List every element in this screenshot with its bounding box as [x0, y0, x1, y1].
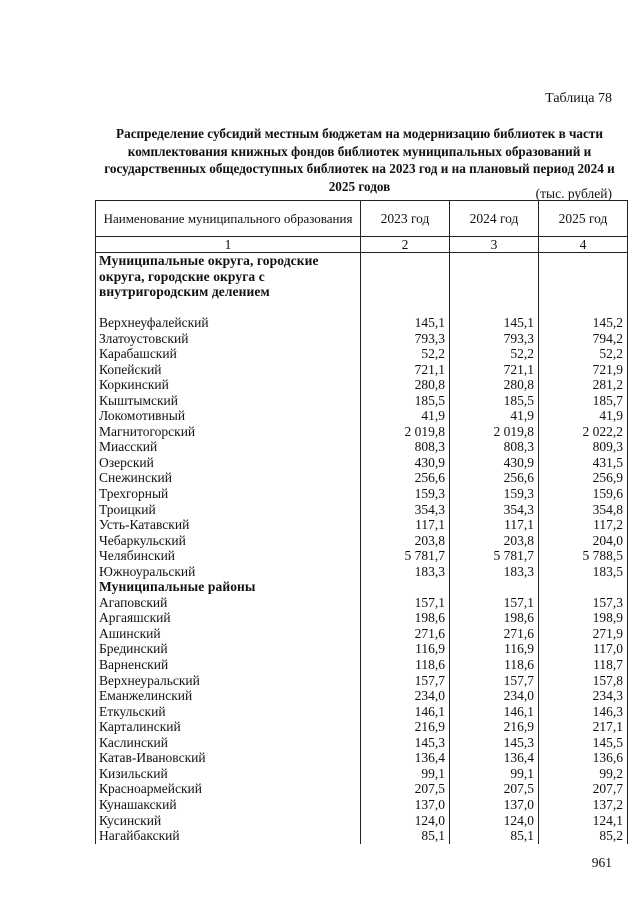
value-2023: 145,3: [361, 735, 450, 751]
table-row: [96, 781, 628, 797]
value-2024: 256,6: [450, 470, 539, 486]
header-2024: 2024 год: [450, 201, 539, 237]
table-label: Таблица 78: [545, 91, 612, 106]
value-2025: 136,6: [539, 750, 628, 766]
table-row: [96, 673, 628, 689]
column-number: 4: [539, 237, 628, 253]
value-2023: 157,1: [361, 595, 450, 611]
municipality-name: Кусинский: [96, 813, 361, 829]
value-2023: 430,9: [361, 455, 450, 471]
section-header-row: [96, 579, 628, 595]
value-2025: 2 022,2: [539, 424, 628, 440]
value-2023: 136,4: [361, 750, 450, 766]
value-2025: 117,0: [539, 641, 628, 657]
value-2025: 157,8: [539, 673, 628, 689]
municipality-name: Троицкий: [96, 502, 361, 518]
value-2025: 137,2: [539, 797, 628, 813]
table-row: [96, 735, 628, 751]
value-2025: 234,3: [539, 688, 628, 704]
value-2024: 430,9: [450, 455, 539, 471]
value-2025: 157,3: [539, 595, 628, 611]
municipality-name: Карталинский: [96, 719, 361, 735]
municipality-name: Чебаркульский: [96, 533, 361, 549]
page-number: 961: [591, 855, 612, 870]
municipality-name: Кунашакский: [96, 797, 361, 813]
table-row: [96, 377, 628, 393]
value-2024: 145,3: [450, 735, 539, 751]
value-2024: 234,0: [450, 688, 539, 704]
municipality-name: Каслинский: [96, 735, 361, 751]
value-2024: 118,6: [450, 657, 539, 673]
value-2025: 794,2: [539, 331, 628, 347]
municipality-name: Локомотивный: [96, 408, 361, 424]
value-2023: 793,3: [361, 331, 450, 347]
municipality-name: Копейский: [96, 362, 361, 378]
value-2025: 52,2: [539, 346, 628, 362]
table-row: [96, 688, 628, 704]
value-2024: 183,3: [450, 564, 539, 580]
value-2023: 116,9: [361, 641, 450, 657]
table-row: [96, 362, 628, 378]
value-2025: 99,2: [539, 766, 628, 782]
value-2023: 137,0: [361, 797, 450, 813]
column-number: 3: [450, 237, 539, 253]
value-2024: 116,9: [450, 641, 539, 657]
value-2023: 280,8: [361, 377, 450, 393]
value-2023: 207,5: [361, 781, 450, 797]
table-row: [96, 439, 628, 455]
table-row: [96, 346, 628, 362]
table-row: [96, 533, 628, 549]
value-2024: 157,7: [450, 673, 539, 689]
table-row: [96, 657, 628, 673]
table-row: [96, 331, 628, 347]
value-2023: 157,7: [361, 673, 450, 689]
municipality-name: Южноуральский: [96, 564, 361, 580]
empty-cell: [539, 579, 628, 595]
value-2025: 5 788,5: [539, 548, 628, 564]
table-row: [96, 502, 628, 518]
municipality-name: Озерский: [96, 455, 361, 471]
value-2024: 280,8: [450, 377, 539, 393]
value-2024: 5 781,7: [450, 548, 539, 564]
value-2024: 2 019,8: [450, 424, 539, 440]
value-2025: 183,5: [539, 564, 628, 580]
value-2024: 157,1: [450, 595, 539, 611]
table-row: [96, 393, 628, 409]
value-2023: 118,6: [361, 657, 450, 673]
value-2023: 2 019,8: [361, 424, 450, 440]
table-row: [96, 315, 628, 331]
table-row: [96, 517, 628, 533]
municipality-name: Красноармейский: [96, 781, 361, 797]
value-2024: 159,3: [450, 486, 539, 502]
value-2024: 198,6: [450, 610, 539, 626]
value-2023: 354,3: [361, 502, 450, 518]
table-header-row: [96, 201, 628, 237]
value-2025: 145,5: [539, 735, 628, 751]
table-row: [96, 704, 628, 720]
municipality-name: Катав-Ивановский: [96, 750, 361, 766]
value-2023: 159,3: [361, 486, 450, 502]
column-numbers-row: [96, 237, 628, 253]
value-2025: 117,2: [539, 517, 628, 533]
value-2023: 85,1: [361, 828, 450, 844]
table-row: [96, 548, 628, 564]
table-row: [96, 813, 628, 829]
municipality-name: Магнитогорский: [96, 424, 361, 440]
empty-cell: [539, 253, 628, 316]
value-2023: 203,8: [361, 533, 450, 549]
table-row: [96, 470, 628, 486]
value-2024: 137,0: [450, 797, 539, 813]
value-2023: 808,3: [361, 439, 450, 455]
municipality-name: Челябинский: [96, 548, 361, 564]
table-row: [96, 626, 628, 642]
table-row: [96, 719, 628, 735]
municipality-name: Усть-Катавский: [96, 517, 361, 533]
value-2024: 203,8: [450, 533, 539, 549]
column-number: 1: [96, 237, 361, 253]
value-2023: 117,1: [361, 517, 450, 533]
value-2025: 159,6: [539, 486, 628, 502]
value-2025: 198,9: [539, 610, 628, 626]
table-row: [96, 486, 628, 502]
municipality-name: Варненский: [96, 657, 361, 673]
value-2024: 136,4: [450, 750, 539, 766]
table-row: [96, 455, 628, 471]
value-2024: 41,9: [450, 408, 539, 424]
value-2023: 216,9: [361, 719, 450, 735]
empty-cell: [361, 579, 450, 595]
empty-cell: [450, 253, 539, 316]
value-2023: 271,6: [361, 626, 450, 642]
value-2025: 185,7: [539, 393, 628, 409]
value-2025: 721,9: [539, 362, 628, 378]
value-2025: 431,5: [539, 455, 628, 471]
value-2023: 234,0: [361, 688, 450, 704]
value-2025: 281,2: [539, 377, 628, 393]
value-2025: 354,8: [539, 502, 628, 518]
value-2024: 271,6: [450, 626, 539, 642]
value-2024: 85,1: [450, 828, 539, 844]
value-2025: 146,3: [539, 704, 628, 720]
table-row: [96, 424, 628, 440]
municipality-name: Верхнеуральский: [96, 673, 361, 689]
value-2025: 124,1: [539, 813, 628, 829]
value-2023: 5 781,7: [361, 548, 450, 564]
value-2023: 256,6: [361, 470, 450, 486]
column-number: 2: [361, 237, 450, 253]
value-2023: 198,6: [361, 610, 450, 626]
empty-cell: [361, 253, 450, 316]
value-2023: 41,9: [361, 408, 450, 424]
municipality-name: Нагайбакский: [96, 828, 361, 844]
table-body: [96, 253, 628, 844]
municipality-name: Карабашский: [96, 346, 361, 362]
value-2023: 183,3: [361, 564, 450, 580]
value-2024: 354,3: [450, 502, 539, 518]
municipality-name: Аргаяшский: [96, 610, 361, 626]
value-2025: 207,7: [539, 781, 628, 797]
municipality-name: Златоустовский: [96, 331, 361, 347]
header-2025: 2025 год: [539, 201, 628, 237]
value-2025: 204,0: [539, 533, 628, 549]
municipality-name: Снежинский: [96, 470, 361, 486]
empty-cell: [450, 579, 539, 595]
municipality-name: Верхнеуфалейский: [96, 315, 361, 331]
table-row: [96, 595, 628, 611]
table-row: [96, 641, 628, 657]
value-2024: 99,1: [450, 766, 539, 782]
value-2024: 117,1: [450, 517, 539, 533]
table-row: [96, 797, 628, 813]
subsidy-table: [95, 200, 628, 844]
value-2023: 52,2: [361, 346, 450, 362]
value-2024: 124,0: [450, 813, 539, 829]
value-2023: 185,5: [361, 393, 450, 409]
value-2024: 146,1: [450, 704, 539, 720]
municipality-name: Еманжелинский: [96, 688, 361, 704]
value-2024: 185,5: [450, 393, 539, 409]
value-2025: 85,2: [539, 828, 628, 844]
table-row: [96, 766, 628, 782]
value-2025: 217,1: [539, 719, 628, 735]
municipality-name: Еткульский: [96, 704, 361, 720]
municipality-name: Миасский: [96, 439, 361, 455]
value-2023: 124,0: [361, 813, 450, 829]
section-title: Муниципальные округа, городские округа, городские округа с внутригородским делением: [96, 253, 361, 316]
municipality-name: Брединский: [96, 641, 361, 657]
section-title: Муниципальные районы: [96, 579, 361, 595]
value-2024: 145,1: [450, 315, 539, 331]
value-2023: 145,1: [361, 315, 450, 331]
value-2024: 207,5: [450, 781, 539, 797]
value-2024: 52,2: [450, 346, 539, 362]
value-2024: 216,9: [450, 719, 539, 735]
table-row: [96, 750, 628, 766]
value-2025: 809,3: [539, 439, 628, 455]
table-row: [96, 408, 628, 424]
header-2023: 2023 год: [361, 201, 450, 237]
municipality-name: Кизильский: [96, 766, 361, 782]
municipality-name: Кыштымский: [96, 393, 361, 409]
value-2023: 99,1: [361, 766, 450, 782]
municipality-name: Агаповский: [96, 595, 361, 611]
value-2025: 271,9: [539, 626, 628, 642]
value-2025: 145,2: [539, 315, 628, 331]
value-2025: 256,9: [539, 470, 628, 486]
value-2023: 721,1: [361, 362, 450, 378]
value-2025: 118,7: [539, 657, 628, 673]
header-name: Наименование муниципального образования: [96, 201, 361, 237]
document-title: Распределение субсидий местным бюджетам на модернизацию библиотек в части комплектования книжных фондов библиотек муниципальных образований и государственных общедоступных библиотек на 2023 год и на плановый период 2024 и 2025 годов: [104, 126, 615, 194]
table-row: [96, 610, 628, 626]
value-2025: 41,9: [539, 408, 628, 424]
municipality-name: Коркинский: [96, 377, 361, 393]
units-label: (тыс. рублей): [535, 186, 612, 201]
municipality-name: Трехгорный: [96, 486, 361, 502]
municipality-name: Ашинский: [96, 626, 361, 642]
table-row: [96, 828, 628, 844]
section-header-row: [96, 253, 628, 316]
table-row: [96, 564, 628, 580]
value-2024: 721,1: [450, 362, 539, 378]
value-2023: 146,1: [361, 704, 450, 720]
value-2024: 793,3: [450, 331, 539, 347]
value-2024: 808,3: [450, 439, 539, 455]
